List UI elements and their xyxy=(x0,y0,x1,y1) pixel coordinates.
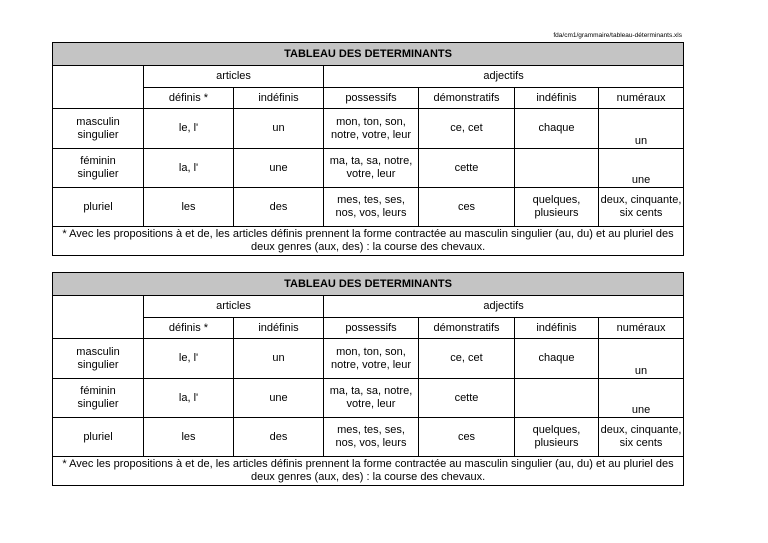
group-header-adjectifs: adjectifs xyxy=(324,66,684,88)
table-row xyxy=(53,418,684,457)
row-header xyxy=(53,339,144,379)
cell-line: chaque xyxy=(538,122,575,134)
row-label-line: féminin xyxy=(80,385,116,397)
column-header: possessifs xyxy=(324,88,419,109)
cell-line: deux, cinquante, xyxy=(600,194,682,206)
table-row xyxy=(53,379,684,418)
cell-line: quelques, xyxy=(532,424,581,436)
row-label-line: singulier xyxy=(77,358,119,371)
cell-line: quelques, xyxy=(532,194,581,206)
row-header xyxy=(53,149,144,188)
column-header: indéfinis xyxy=(515,318,599,339)
table-cell xyxy=(515,149,599,188)
row-label-line: masculin xyxy=(76,115,120,128)
cell-line: des xyxy=(269,430,288,443)
table-cell xyxy=(599,109,684,149)
cell-line: les xyxy=(181,200,196,213)
cell-line: un xyxy=(272,122,285,134)
cell-line: le, l' xyxy=(178,122,199,134)
table-cell xyxy=(144,379,234,418)
cell-line: mes, tes, ses, xyxy=(337,194,405,206)
cell-line: ces xyxy=(457,200,476,213)
table-cell xyxy=(515,418,599,457)
column-header: indéfinis xyxy=(515,88,599,109)
row-label-line: masculin xyxy=(76,345,120,358)
corner-cell xyxy=(53,66,144,109)
table-cell xyxy=(324,418,419,457)
table-cell xyxy=(515,379,599,418)
table-cell xyxy=(419,339,515,379)
column-header: démonstratifs xyxy=(419,318,515,339)
table-row xyxy=(53,149,684,188)
cell-line: ma, ta, sa, notre, xyxy=(329,155,413,167)
footnote: * Avec les propositions à et de, les articles définis prennent la forme contractée au masculin singulier (au, du) et au pluriel des deux genres (aux, des) : la course des chevaux. xyxy=(53,457,684,486)
row-label-line: pluriel xyxy=(83,430,113,443)
cell-line: votre, leur xyxy=(346,168,396,180)
column-header: indéfinis xyxy=(234,88,324,109)
table-row xyxy=(53,109,684,149)
cell-line: une xyxy=(269,161,288,174)
table-cell xyxy=(324,149,419,188)
cell-line: ces xyxy=(457,430,476,443)
row-label-line: pluriel xyxy=(83,200,113,213)
table-cell xyxy=(234,149,324,188)
table-cell xyxy=(419,188,515,227)
column-header: possessifs xyxy=(324,318,419,339)
row-header xyxy=(53,379,144,418)
row-label-line: féminin xyxy=(80,155,116,167)
table-row xyxy=(53,339,684,379)
cell-line: un xyxy=(634,365,648,377)
cell-line: une xyxy=(269,391,288,404)
cell-line: deux, cinquante, xyxy=(600,424,682,436)
table-cell xyxy=(144,418,234,457)
cell-line: la, l' xyxy=(178,391,199,404)
column-header: numéraux xyxy=(599,318,684,339)
cell-line: nos, vos, leurs xyxy=(335,207,407,219)
cell-line: des xyxy=(269,200,288,213)
table-cell xyxy=(144,188,234,227)
table-cell xyxy=(234,379,324,418)
cell-line: six cents xyxy=(619,437,663,449)
cell-line: un xyxy=(634,135,648,147)
table-cell xyxy=(419,379,515,418)
table-cell xyxy=(599,379,684,418)
cell-line: ce, cet xyxy=(450,352,483,364)
table-cell xyxy=(599,149,684,188)
row-label-line: singulier xyxy=(77,168,119,180)
determinants-table xyxy=(52,272,684,486)
table-cell xyxy=(324,379,419,418)
table-cell xyxy=(515,109,599,149)
cell-line: notre, votre, leur xyxy=(330,358,412,371)
table-cell xyxy=(234,109,324,149)
table-cell xyxy=(144,109,234,149)
cell-line: cette xyxy=(454,391,479,404)
row-header xyxy=(53,188,144,227)
table-cell xyxy=(419,149,515,188)
cell-line: chaque xyxy=(538,352,575,364)
table-cell xyxy=(144,339,234,379)
column-header: indéfinis xyxy=(234,318,324,339)
group-header-articles: articles xyxy=(144,66,324,88)
cell-line: mon, ton, son, xyxy=(336,345,406,358)
cell-line: une xyxy=(631,174,651,186)
table-cell xyxy=(324,188,419,227)
determinants-table xyxy=(52,42,684,256)
cell-line: les xyxy=(181,430,196,443)
cell-line: votre, leur xyxy=(346,398,396,410)
column-header: définis * xyxy=(144,88,234,109)
column-header: démonstratifs xyxy=(419,88,515,109)
table-title: TABLEAU DES DETERMINANTS xyxy=(53,273,684,296)
row-header xyxy=(53,418,144,457)
table-cell xyxy=(144,149,234,188)
table-cell xyxy=(324,109,419,149)
group-header-articles: articles xyxy=(144,296,324,318)
table-title: TABLEAU DES DETERMINANTS xyxy=(53,43,684,66)
cell-line: un xyxy=(272,352,285,364)
group-header-adjectifs: adjectifs xyxy=(324,296,684,318)
cell-line: mes, tes, ses, xyxy=(337,424,405,436)
table-cell xyxy=(515,339,599,379)
table-cell xyxy=(324,339,419,379)
table-cell xyxy=(515,188,599,227)
cell-line: plusieurs xyxy=(534,207,579,219)
footnote: * Avec les propositions à et de, les articles définis prennent la forme contractée au masculin singulier (au, du) et au pluriel des deux genres (aux, des) : la course des chevaux. xyxy=(53,227,684,256)
cell-line: la, l' xyxy=(178,161,199,174)
table-cell xyxy=(599,339,684,379)
row-label-line: singulier xyxy=(77,398,119,410)
table-cell xyxy=(234,418,324,457)
cell-line: nos, vos, leurs xyxy=(335,437,407,449)
cell-line: une xyxy=(631,404,651,416)
table-cell xyxy=(419,109,515,149)
row-header xyxy=(53,109,144,149)
column-header: numéraux xyxy=(599,88,684,109)
cell-line: six cents xyxy=(619,207,663,219)
column-header: définis * xyxy=(144,318,234,339)
cell-line: plusieurs xyxy=(534,437,579,449)
cell-line: mon, ton, son, xyxy=(336,115,406,128)
table-cell xyxy=(234,339,324,379)
file-path: fda/cm1/grammaire/tableau-déterminants.xls xyxy=(553,32,682,39)
table-cell xyxy=(234,188,324,227)
row-label-line: singulier xyxy=(77,128,119,141)
table-row xyxy=(53,188,684,227)
cell-line: le, l' xyxy=(178,352,199,364)
cell-line: cette xyxy=(454,161,479,174)
corner-cell xyxy=(53,296,144,339)
cell-line: ma, ta, sa, notre, xyxy=(329,385,413,397)
table-cell xyxy=(599,418,684,457)
table-cell xyxy=(419,418,515,457)
cell-line: ce, cet xyxy=(450,122,483,134)
table-cell xyxy=(599,188,684,227)
cell-line: notre, votre, leur xyxy=(330,128,412,141)
